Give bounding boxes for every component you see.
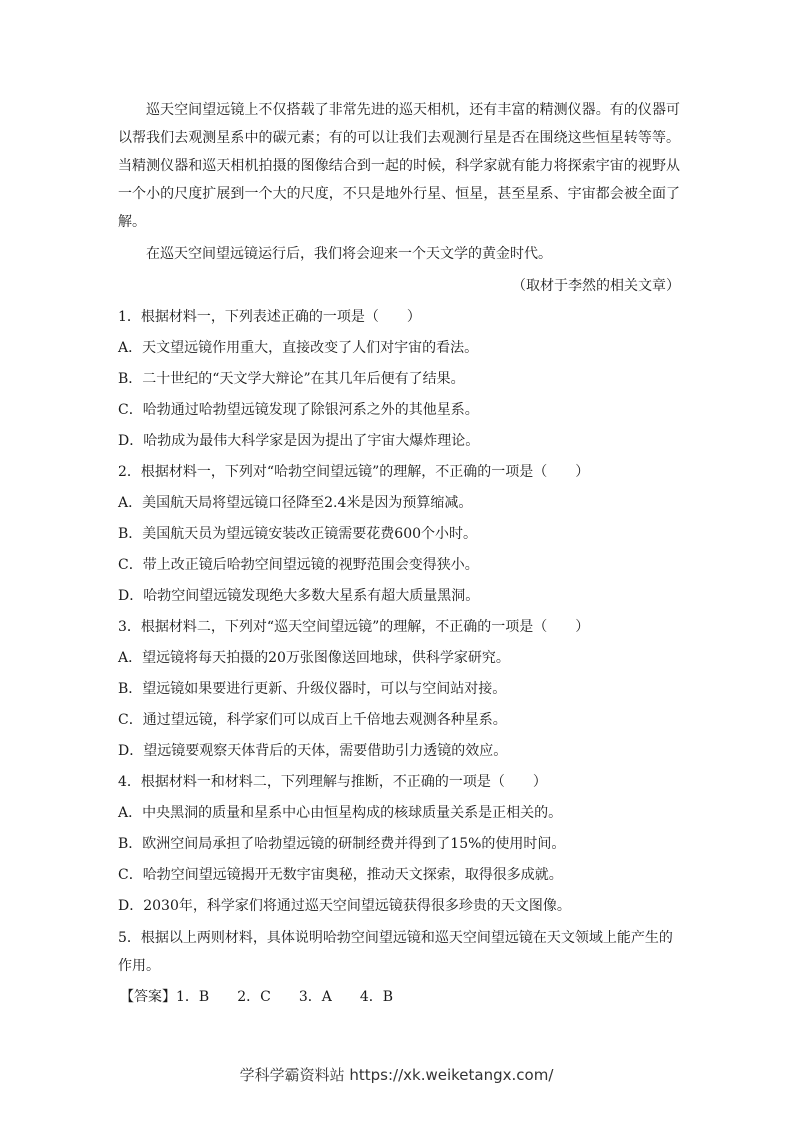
question-stem: 3．根据材料二，下列对“巡天空间望远镜”的理解，不正确的一项是（ ） bbox=[118, 619, 590, 635]
passage-paragraph-2: 在巡天空间望远镜运行后，我们将会迎来一个天文学的黄金时代。 bbox=[146, 246, 552, 262]
question-option: D．望远镜要观察天体背后的天体，需要借助引力透镜的效应。 bbox=[118, 743, 508, 759]
answer-key: 【答案】1．B 2．C 3．A 4．B bbox=[120, 989, 394, 1005]
question-option: C．哈勃通过哈勃望远镜发现了除银河系之外的其他星系。 bbox=[118, 402, 479, 418]
question-option: A．美国航天局将望远镜口径降至2.4米是因为预算缩减。 bbox=[118, 495, 473, 511]
question-stem: 4．根据材料一和材料二，下列理解与推断，不正确的一项是（ ） bbox=[118, 774, 547, 790]
question-option: C．带上改正镜后哈勃空间望远镜的视野范围会变得狭小。 bbox=[118, 557, 479, 573]
question-3 bbox=[118, 612, 680, 767]
question-option: B．美国航天员为望远镜安装改正镜需要花费600个小时。 bbox=[118, 526, 478, 542]
passage-paragraph-1: 巡天空间望远镜上不仅搭载了非常先进的巡天相机，还有丰富的精测仪器。有的仪器可以帮我们去观测星系中的碳元素；有的可以让我们去观测行星是否在围绕这些恒星转等等。当精测仪器和巡天相机拍摄的图像结合到一起的时候，科学家就有能力将探索宇宙的视野从一个小的尺度扩展到一个大的尺度，不只是地外行星、恒星，甚至星系、宇宙都会被全面了解。 bbox=[118, 102, 680, 230]
question-option: B．望远镜如果要进行更新、升级仪器时，可以与空间站对接。 bbox=[118, 681, 507, 697]
question-option: B．二十世纪的“天文学大辩论”在其几年后便有了结果。 bbox=[118, 371, 465, 387]
question-option: D．哈勃成为最伟大科学家是因为提出了宇宙大爆炸理论。 bbox=[118, 433, 480, 449]
question-option: D．2030年，科学家们将通过巡天空间望远镜获得很多珍贵的天文图像。 bbox=[118, 898, 571, 914]
question-option: A．天文望远镜作用重大，直接改变了人们对宇宙的看法。 bbox=[118, 340, 479, 356]
question-option: C．通过望远镜，科学家们可以成百上千倍地去观测各种星系。 bbox=[118, 712, 507, 728]
footer-watermark: 学科学霸资料站 https://xk.weiketangx.com/ bbox=[239, 1066, 554, 1084]
question-option: B．欧洲空间局承担了哈勃望远镜的研制经费并得到了15%的使用时间。 bbox=[118, 836, 566, 852]
passage-source: （取材于李然的相关文章） bbox=[512, 278, 680, 294]
question-4 bbox=[118, 767, 680, 922]
question-option: A．中央黑洞的质量和星系中心由恒星构成的核球质量关系是正相关的。 bbox=[118, 805, 563, 821]
question-stem: 1．根据材料一，下列表述正确的一项是（ ） bbox=[118, 309, 421, 325]
question-option: A．望远镜将每天拍摄的20万张图像送回地球，供科学家研究。 bbox=[118, 650, 510, 666]
question-1 bbox=[118, 302, 680, 457]
question-stem: 5．根据以上两则材料，具体说明哈勃空间望远镜和巡天空间望远镜在天文领域上能产生的作用。 bbox=[118, 930, 673, 974]
question-stem: 2．根据材料一，下列对“哈勃空间望远镜”的理解，不正确的一项是（ ） bbox=[118, 464, 590, 480]
question-2 bbox=[118, 457, 680, 612]
document-content bbox=[118, 96, 680, 1012]
question-5 bbox=[118, 922, 680, 980]
question-option: D．哈勃空间望远镜发现绝大多数大星系有超大质量黑洞。 bbox=[118, 588, 480, 604]
question-option: C．哈勃空间望远镜揭开无数宇宙奥秘，推动天文探索，取得很多成就。 bbox=[118, 867, 563, 883]
